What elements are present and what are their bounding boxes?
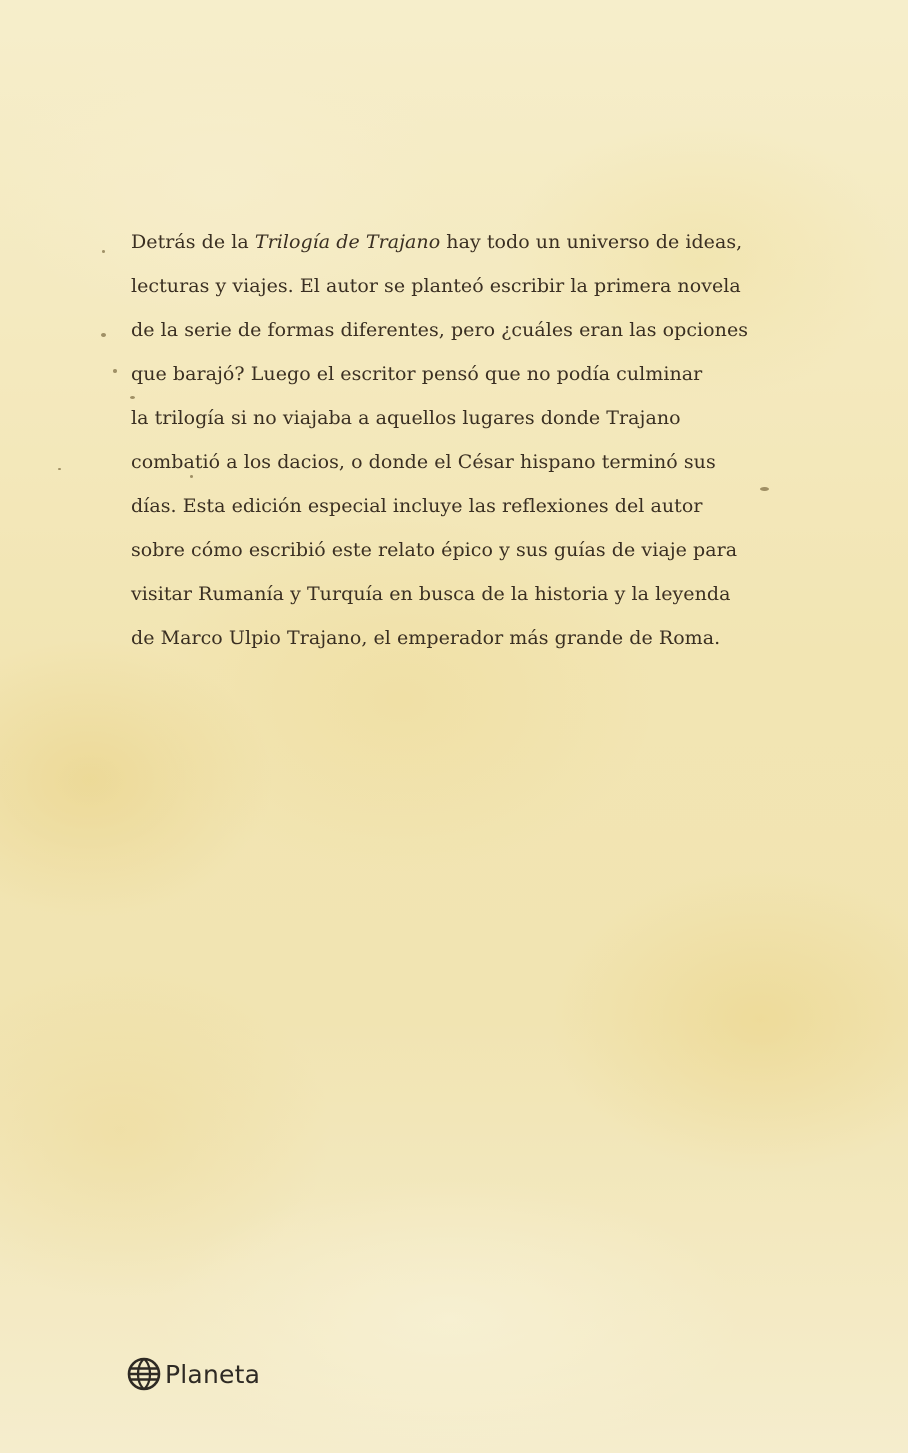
- publisher-logo: [127, 1354, 260, 1394]
- paper-speck: [760, 487, 769, 491]
- paper-speck: [58, 468, 61, 470]
- synopsis-line-10: de Marco Ulpio Trajano, el emperador más grande de Roma.: [131, 627, 721, 649]
- paper-speck: [113, 369, 117, 373]
- synopsis-line-5: la trilogía si no viajaba a aquellos lugares donde Trajano: [131, 407, 681, 429]
- synopsis-line-8: sobre cómo escribió este relato épico y sus guías de viaje para: [131, 539, 738, 561]
- synopsis-line-4: que barajó? Luego el escritor pensó que no podía culminar: [131, 363, 703, 385]
- paper-speck: [102, 250, 105, 253]
- globe-icon: [127, 1357, 161, 1391]
- synopsis-line-9: visitar Rumanía y Turquía en busca de la historia y la leyenda: [131, 583, 731, 605]
- synopsis-line-1: Detrás de la Trilogía de Trajano hay todo un universo de ideas,: [131, 231, 743, 253]
- synopsis-line-3: de la serie de formas diferentes, pero ¿cuáles eran las opciones: [131, 319, 749, 341]
- paper-speck: [190, 475, 193, 478]
- paper-speck: [130, 396, 135, 399]
- paper-speck: [101, 333, 106, 337]
- synopsis-line-2: lecturas y viajes. El autor se planteó escribir la primera novela: [131, 275, 741, 297]
- synopsis-text: [131, 220, 831, 660]
- publisher-name: Planeta: [165, 1359, 261, 1389]
- trilogy-title: Trilogía de Trajano: [254, 231, 441, 253]
- synopsis-line-7: días. Esta edición especial incluye las reflexiones del autor: [131, 495, 703, 517]
- synopsis-line-6: combatió a los dacios, o donde el César hispano terminó sus: [131, 451, 716, 473]
